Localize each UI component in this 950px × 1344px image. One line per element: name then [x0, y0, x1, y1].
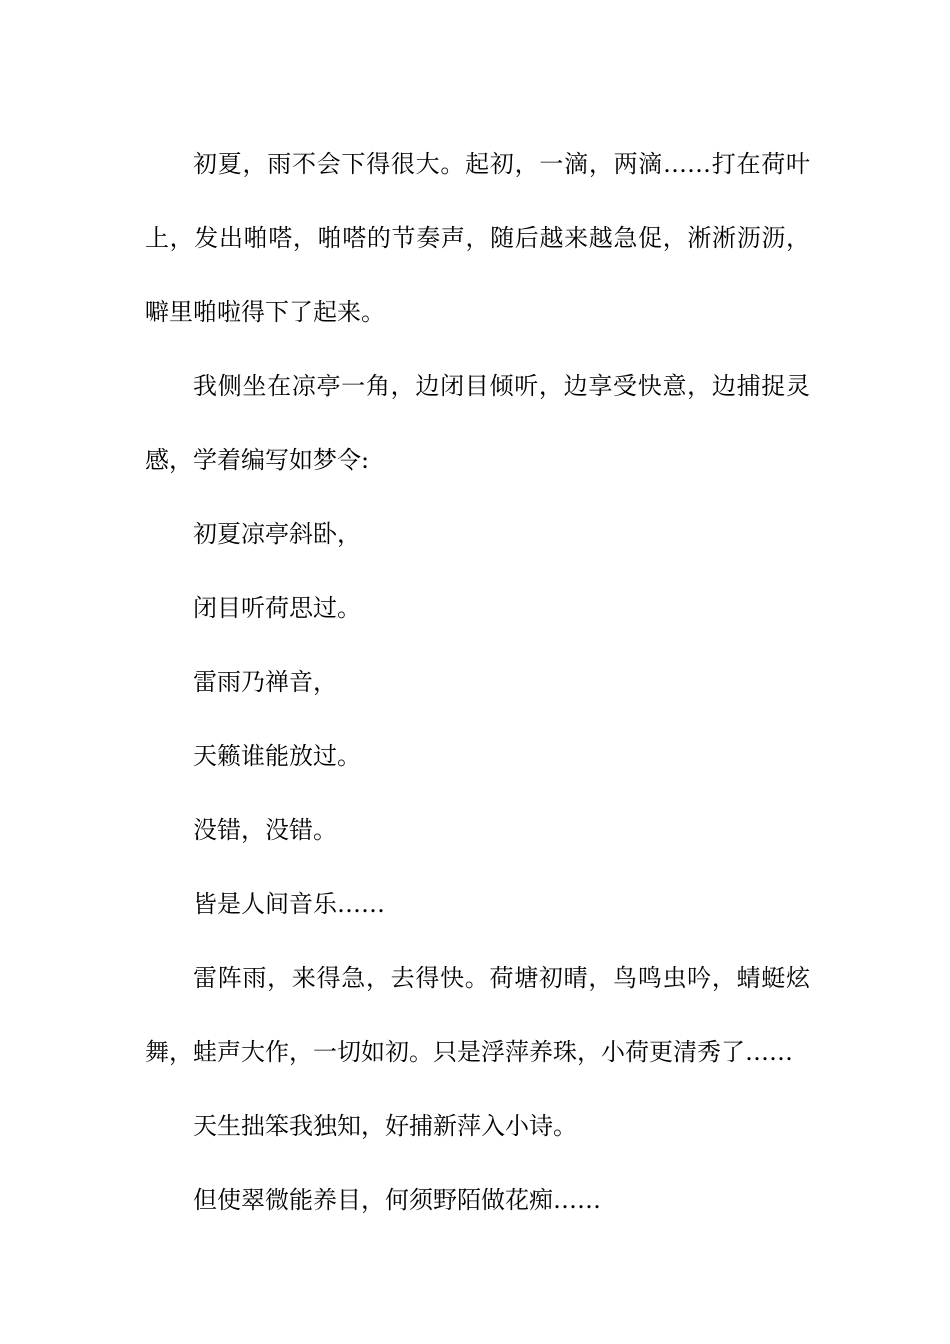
- poem-line-6: 皆是人间音乐……: [193, 890, 385, 918]
- poem-line-5: 没错，没错。: [193, 816, 337, 844]
- verse-line-1: 天生拙笨我独知，好捕新萍入小诗。: [193, 1112, 577, 1140]
- paragraph-rain-intro: 初夏，雨不会下得很大。起初，一滴，两滴……打在荷叶上，发出啪嗒，啪嗒的节奏声，随后越来越急促，淅淅沥沥，噼里啪啦得下了起来。: [145, 150, 810, 326]
- paragraph-after-rain: 雷阵雨，来得急，去得快。荷塘初晴，鸟鸣虫吟，蜻蜓炫舞，蛙声大作，一切如初。只是浮萍养珠，小荷更清秀了……: [145, 964, 810, 1066]
- poem-line-2: 闭目听荷思过。: [193, 594, 361, 622]
- document-body: [145, 127, 810, 1237]
- poem-line-4: 天籁谁能放过。: [193, 742, 361, 770]
- poem-line-3: 雷雨乃禅音，: [193, 668, 337, 696]
- verse-line-2: 但使翠微能养目，何须野陌做花痴……: [193, 1186, 601, 1214]
- paragraph-pavilion: 我侧坐在凉亭一角，边闭目倾听，边享受快意，边捕捉灵感，学着编写如梦令:: [145, 372, 810, 474]
- poem-line-1: 初夏凉亭斜卧，: [193, 520, 361, 548]
